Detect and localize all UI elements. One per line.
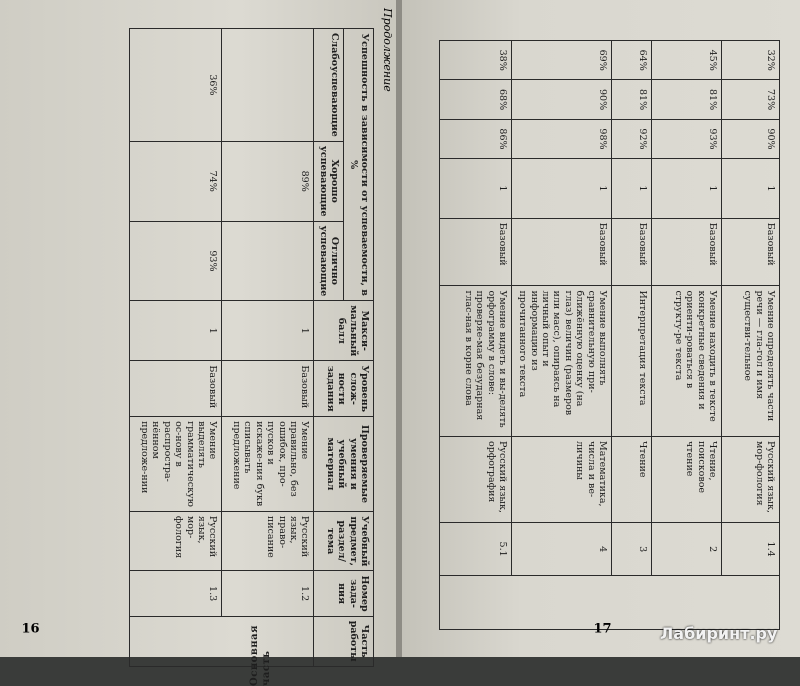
header-max-score: Макси-мальный балл <box>314 301 374 361</box>
cell-weak: 64% <box>612 41 652 80</box>
cell-subject: Чтение, поисковое чтение <box>652 436 722 522</box>
left-table <box>129 28 374 686</box>
header-part: Часть работы <box>314 616 374 666</box>
cell-weak: 36% <box>130 29 222 142</box>
cell-excellent: 93% <box>652 119 722 158</box>
cell-good: 81% <box>612 80 652 119</box>
cell-skill: Интерпретация текста <box>612 286 652 437</box>
cell-max: 1 <box>222 301 314 361</box>
header-excellent: Отлично успевающие <box>314 221 344 301</box>
cell-no: 2 <box>652 522 722 576</box>
table-row <box>722 41 780 630</box>
table-row <box>512 41 612 630</box>
page-number-right: 17 <box>593 621 612 637</box>
cell-subject: Математика, числа и ве-личины <box>512 436 612 522</box>
cell-excellent: 92% <box>612 119 652 158</box>
right-page <box>402 0 800 657</box>
cell-skill: Умение правильно, без ошибок, про-пусков и искаже-ния букв списывать предложение <box>222 417 314 512</box>
cell-subject: Русский язык, орфография <box>440 436 512 522</box>
cell-level: Базовый <box>440 218 512 286</box>
table-row <box>612 41 652 630</box>
cell-part <box>130 616 314 686</box>
left-page <box>0 0 398 686</box>
cell-skill: Умение находить в тексте конкретные сведения и ориенти-роваться в структу-ре текста <box>652 286 722 437</box>
cell-good: 74% <box>130 141 222 221</box>
cell-skill: Умение видеть и вы-делять орфограмму в слове: проверяе-мая безударная глас-ная в корне слова <box>440 286 512 437</box>
cell-good: 81% <box>652 80 722 119</box>
cell-max: 1 <box>652 159 722 219</box>
watermark-logo: Лабиринт.ру <box>660 624 778 643</box>
cell-excellent: 98% <box>512 119 612 158</box>
cell-level: Базовый <box>222 361 314 417</box>
table-row <box>222 29 314 667</box>
page-number-left: 16 <box>21 621 40 637</box>
cell-level: Базовый <box>722 218 780 286</box>
cell-weak: 38% <box>440 41 512 80</box>
header-level: Уровень слож-ности задания <box>314 361 374 417</box>
cell-no: 5.1 <box>440 522 512 576</box>
table-row <box>440 41 512 630</box>
cell-subject: Русский язык, мор-фология <box>722 436 780 522</box>
cell-skill: Умение выполнять сравнительную при-ближённую оценку (на глаз) величин (размеров или масс), опираясь на личный опыт и информацию из прочитанного текста <box>512 286 612 437</box>
cell-good: 89% <box>222 141 314 221</box>
cell-good: 68% <box>440 80 512 119</box>
cell-max: 1 <box>722 159 780 219</box>
section-label: Основная часть <box>249 624 273 686</box>
table-row <box>130 29 222 667</box>
cell-excellent <box>222 221 314 301</box>
cell-level: Базовый <box>512 218 612 286</box>
cell-max: 1 <box>612 159 652 219</box>
cell-good: 73% <box>722 80 780 119</box>
right-table <box>439 40 780 630</box>
header-task-no: Номер зада-ния <box>314 571 374 616</box>
cell-subject: Русский язык, право-писание <box>222 511 314 571</box>
cell-weak: 69% <box>512 41 612 80</box>
cell-good: 90% <box>512 80 612 119</box>
cell-subject: Чтение <box>612 436 652 522</box>
header-skills: Проверяемые умения и учебный материал <box>314 417 374 512</box>
cell-subject: Русский язык, мор-фология <box>130 511 222 571</box>
cell-max: 1 <box>440 159 512 219</box>
header-subject: Учебный предмет, раздел/тема <box>314 511 374 571</box>
cell-level: Базовый <box>612 218 652 286</box>
continuation-label: Продолжение <box>381 8 394 92</box>
header-weak: Слабоуспевающие <box>314 29 344 142</box>
header-success: Успешность в зависимости от успеваемости, в % <box>344 29 374 301</box>
cell-excellent: 93% <box>130 221 222 301</box>
cell-weak <box>222 29 314 142</box>
cell-weak: 45% <box>652 41 722 80</box>
header-good: Хорошо успевающие <box>314 141 344 221</box>
cell-max: 1 <box>512 159 612 219</box>
cell-level: Базовый <box>130 361 222 417</box>
cell-no: 1.4 <box>722 522 780 576</box>
cell-max: 1 <box>130 301 222 361</box>
table-row <box>652 41 722 630</box>
cell-no: 3 <box>612 522 652 576</box>
cell-no: 1.3 <box>130 571 222 616</box>
cell-skill: Умение определять части речи — гла-гол и имя существи-тельное <box>722 286 780 437</box>
cell-skill: Умение выделять грамматическую ос-нову в распростра-нённом предложе-нии <box>130 417 222 512</box>
cell-no: 1.2 <box>222 571 314 616</box>
cell-level: Базовый <box>652 218 722 286</box>
cell-excellent: 90% <box>722 119 780 158</box>
cell-no: 4 <box>512 522 612 576</box>
cell-weak: 32% <box>722 41 780 80</box>
cell-excellent: 86% <box>440 119 512 158</box>
